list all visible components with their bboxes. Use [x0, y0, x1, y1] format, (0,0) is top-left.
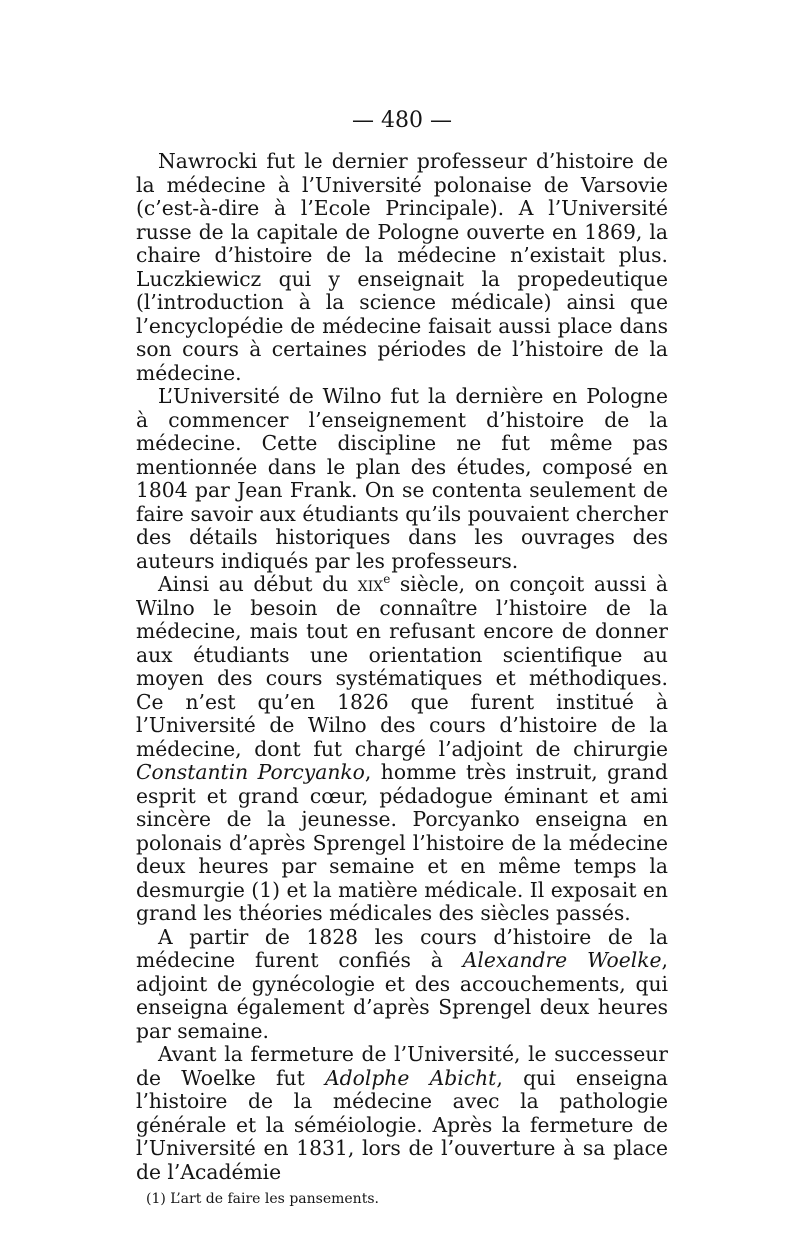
- page-number: — 480 —: [352, 108, 452, 133]
- person-name: Alexandre Woelke: [462, 948, 662, 972]
- text-run: , qui enseigna l’histoire de la médecine avec la pathologie générale et la séméiologie. Après la fermeture de l’Université en 1831, lors de l’ouverture à sa place de l’Académie: [136, 1065, 668, 1184]
- footnote: (1) L’art de faire les pansements.: [146, 1191, 379, 1207]
- text-run: A partir de 1828 les cours d’histoire de la médecine furent confiés à: [136, 924, 668, 972]
- book-page: [136, 108, 668, 1208]
- text-run: Avant la fermeture de l’Université, le successeur de Woelke fut: [136, 1042, 668, 1090]
- century-numeral: xix: [357, 572, 384, 596]
- paragraph: [136, 1043, 668, 1184]
- person-name: Constantin Porcyanko: [136, 760, 365, 784]
- text-run: L’Université de Wilno fut la dernière en Pologne à commencer l’enseignement d’histoire de la médecine. Cette discipline ne fut même pas mentionnée dans le plan des études, composé en 1804 par Jean Frank. On se contenta seulement de faire savoir aux étudiants qu’ils pouvaient chercher des détails historiques dans les ouvrages des auteurs indiqués par les professeurs.: [136, 384, 668, 573]
- text-run: , homme très instruit, grand esprit et grand cœur, pédadogue éminant et ami sincère de la jeunesse. Porcyanko enseigna en polonais d’après Sprengel l’histoire de la médecine deux heures par semaine et en même temps la desmurgie (1) et la matière médicale. Il exposait en grand les théories médicales des siècles passés.: [136, 760, 668, 925]
- text-run: siècle, on conçoit aussi à Wilno le besoin de connaître l’histoire de la médecine, mais tout en refusant encore de donner aux étudiants une orientation scientifique au moyen des cours systématiques et méthodiques. Ce n’est qu’en 1826 que furent institué à l’Université de Wilno des cours d’histoire de la médecine, dont fut chargé l’adjoint de chirurgie: [136, 572, 668, 761]
- text-run: , adjoint de gynécologie et des accouchements, qui enseigna également d’après Sprengel deux heures par semaine.: [136, 948, 668, 1043]
- text-run: Nawrocki fut le dernier professeur d’histoire de la médecine à l’Université polonaise de Varsovie (c’est-à-dire à l’Ecole Principale). A l’Université russe de la capitale de Pologne ouverte en 1869, la chaire d’histoire de la médecine n’existait plus. Luczkiewicz qui y enseignait la propedeutique (l’introduction à la science médicale) ainsi que l’encyclopédie de médecine faisait aussi place dans son cours à certaines périodes de l’histoire de la médecine.: [136, 149, 668, 385]
- paragraph: [136, 573, 668, 926]
- person-name: Adolphe Abicht: [325, 1065, 497, 1090]
- paragraph: [136, 150, 668, 385]
- paragraph: [136, 385, 668, 573]
- body-text: [136, 150, 668, 1184]
- text-run: Ainsi au début du: [158, 572, 358, 596]
- superscript: e: [383, 572, 391, 587]
- paragraph: [136, 926, 668, 1044]
